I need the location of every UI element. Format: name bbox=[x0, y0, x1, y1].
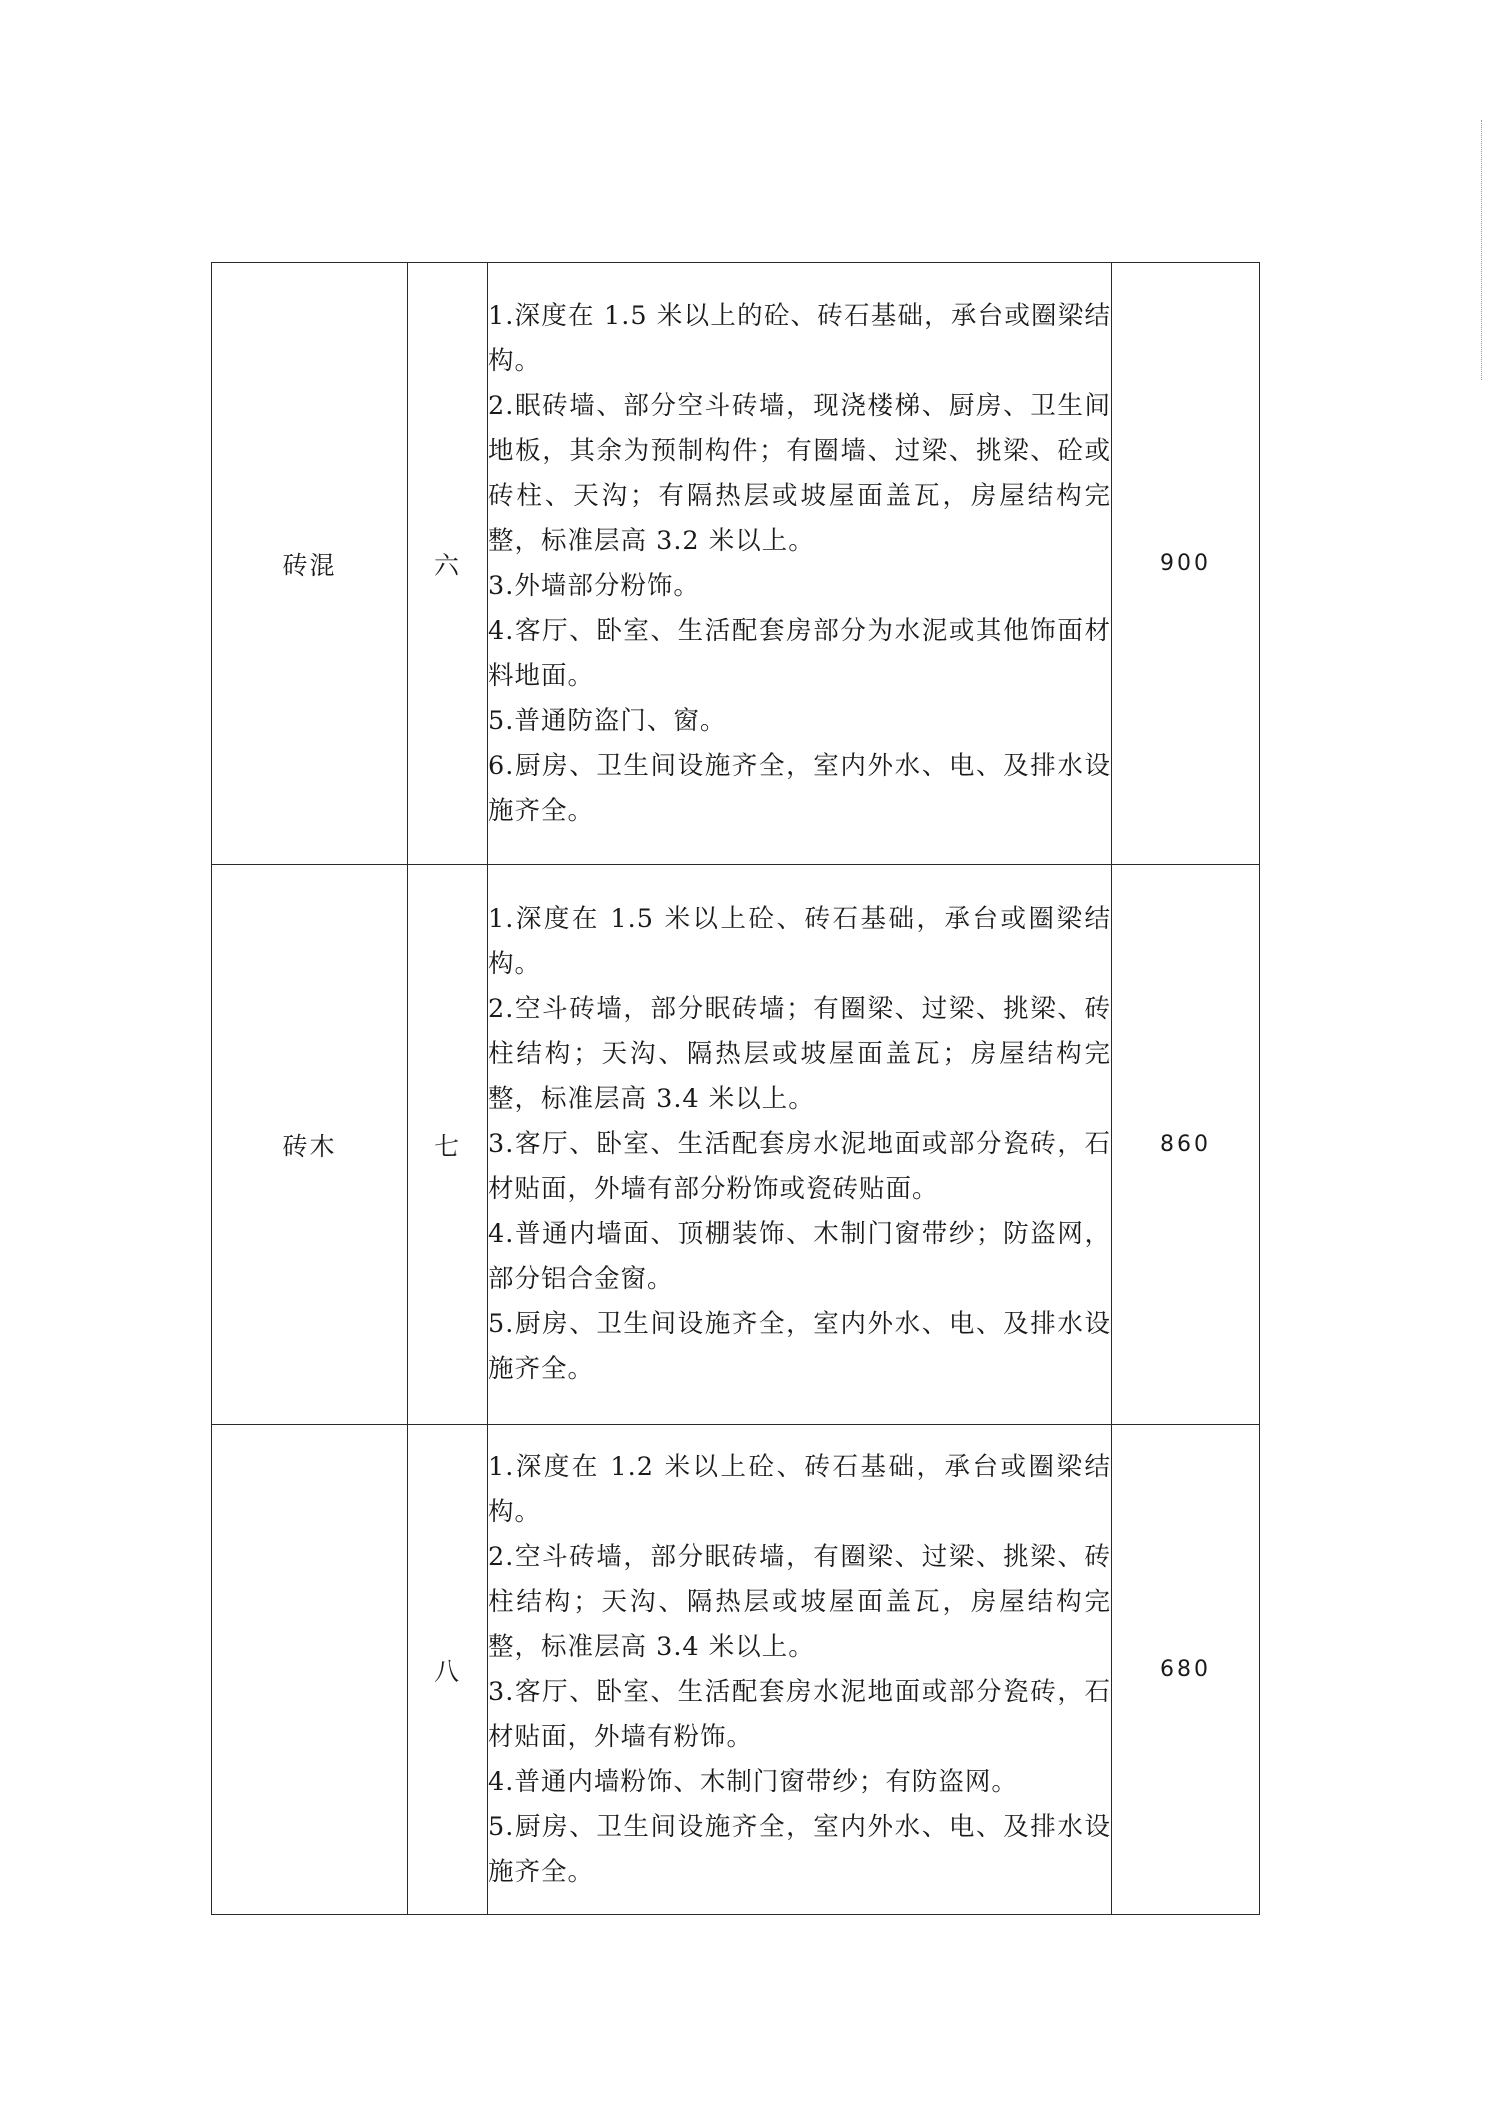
description-item: 2.眠砖墙、部分空斗砖墙，现浇楼梯、厨房、卫生间地板，其余为预制构件；有圈墙、过梁、挑梁、砼或砖柱、天沟；有隔热层或坡屋面盖瓦，房屋结构完整，标准层高 3.2 米以上。 bbox=[488, 390, 1111, 556]
price-cell: 860 bbox=[1112, 865, 1260, 1425]
grade-cell: 八 bbox=[408, 1425, 488, 1915]
structure-type-cell: 砖混 bbox=[212, 263, 408, 865]
description-item: 1.深度在 1.2 米以上砼、砖石基础，承台或圈梁结构。 bbox=[488, 1451, 1111, 1527]
table-row bbox=[212, 865, 1260, 1425]
description-item: 4.普通内墙粉饰、木制门窗带纱；有防盗网。 bbox=[488, 1766, 1018, 1797]
grade-cell: 六 bbox=[408, 263, 488, 865]
description-item: 1.深度在 1.5 米以上的砼、砖石基础，承台或圈梁结构。 bbox=[488, 300, 1111, 376]
description-item: 4.普通内墙面、顶棚装饰、木制门窗带纱；防盗网，部分铝合金窗。 bbox=[488, 1219, 1111, 1294]
price-cell: 900 bbox=[1112, 263, 1260, 865]
description-item: 3.客厅、卧室、生活配套房水泥地面或部分瓷砖，石材贴面，外墙有部分粉饰或瓷砖贴面。 bbox=[488, 1129, 1111, 1204]
description-item: 5.厨房、卫生间设施齐全，室内外水、电、及排水设施齐全。 bbox=[488, 1309, 1111, 1384]
price-cell: 680 bbox=[1112, 1425, 1260, 1915]
description-cell bbox=[488, 865, 1112, 1425]
grade-cell: 七 bbox=[408, 865, 488, 1425]
description-item: 5.厨房、卫生间设施齐全，室内外水、电、及排水设施齐全。 bbox=[488, 1811, 1111, 1887]
structure-type-cell: 砖木 bbox=[212, 865, 408, 1425]
description-item: 2.空斗砖墙，部分眠砖墙，有圈梁、过梁、挑梁、砖柱结构；天沟、隔热层或坡屋面盖瓦，房屋结构完整，标准层高 3.4 米以上。 bbox=[488, 1541, 1111, 1662]
table-row bbox=[212, 263, 1260, 865]
description-cell bbox=[488, 263, 1112, 865]
scan-margin-marks bbox=[1479, 120, 1482, 380]
description-item: 3.客厅、卧室、生活配套房水泥地面或部分瓷砖，石材贴面，外墙有粉饰。 bbox=[488, 1676, 1111, 1752]
description-cell bbox=[488, 1425, 1112, 1915]
description-item: 4.客厅、卧室、生活配套房部分为水泥或其他饰面材料地面。 bbox=[488, 615, 1111, 691]
structure-type-cell bbox=[212, 1425, 408, 1915]
description-item: 5.普通防盗门、窗。 bbox=[488, 705, 727, 736]
description-item: 2.空斗砖墙，部分眠砖墙；有圈梁、过梁、挑梁、砖柱结构；天沟、隔热层或坡屋面盖瓦；房屋结构完整，标准层高 3.4 米以上。 bbox=[488, 994, 1111, 1114]
description-item: 3.外墙部分粉饰。 bbox=[488, 570, 700, 601]
house-standard-table bbox=[211, 262, 1260, 1915]
description-item: 6.厨房、卫生间设施齐全，室内外水、电、及排水设施齐全。 bbox=[488, 750, 1111, 826]
table-row bbox=[212, 1425, 1260, 1915]
description-item: 1.深度在 1.5 米以上砼、砖石基础，承台或圈梁结构。 bbox=[488, 904, 1111, 979]
